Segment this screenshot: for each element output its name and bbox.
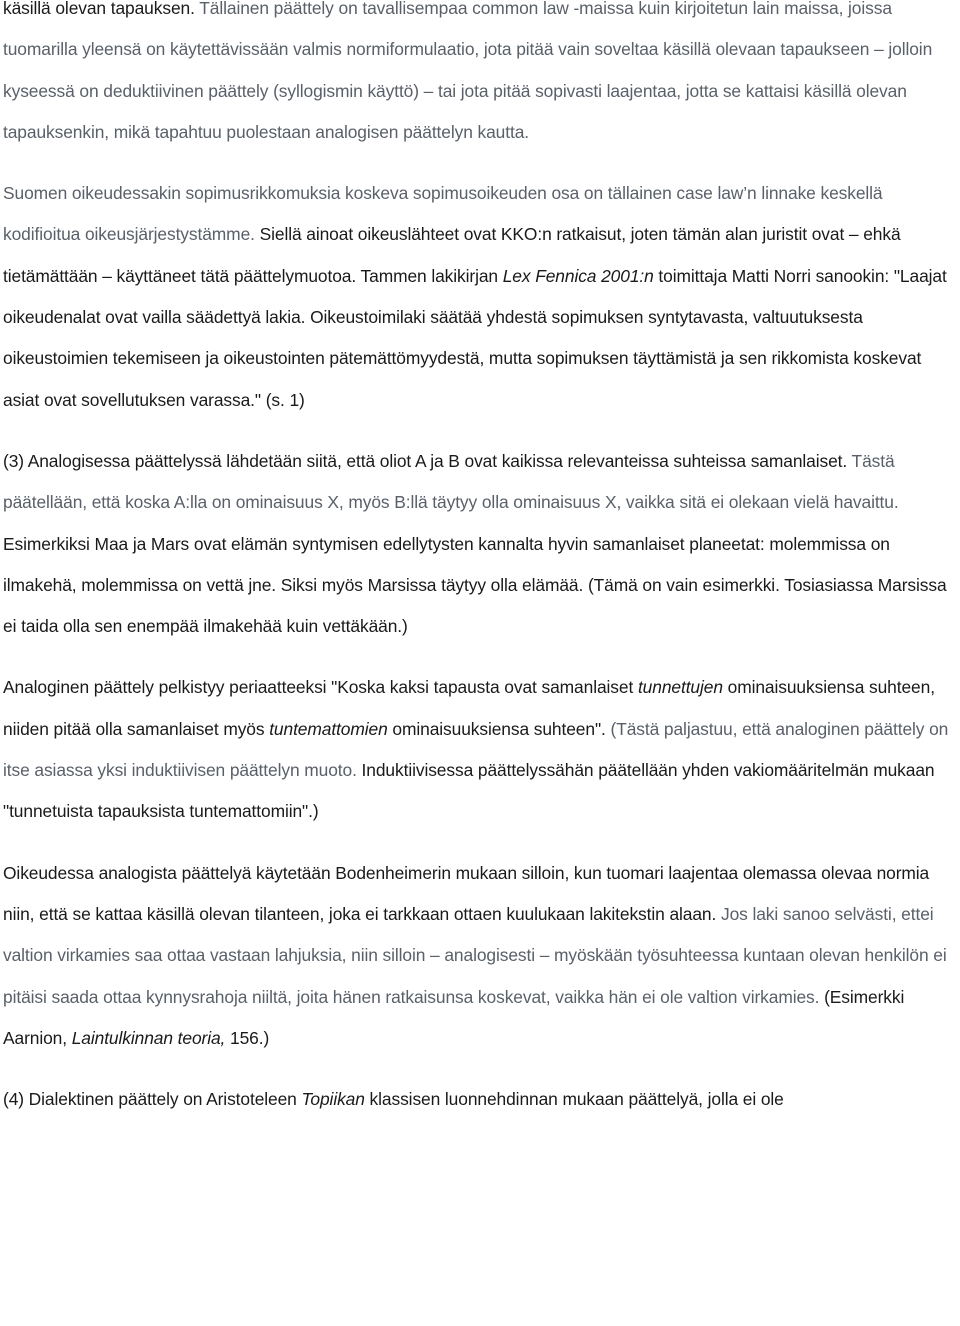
text-segment: Tammen lakikirjan — [360, 265, 503, 286]
paragraph-bodenheimer — [3, 853, 957, 1059]
text-segment: Tästä päätellään, että koska A:lla on ominaisuus X, myös B:llä täytyy olla ominaisuus X, vaikka sitä ei olekaan vielä havaittu. — [3, 450, 899, 513]
paragraph-gap — [3, 647, 957, 667]
text-segment: Tällainen päättely on tavallisempaa common law -maissa kuin kirjoitetun lain maissa, joissa tuomarilla yleensä on käytettävissään valmis normiformulaatio, jota pitää vain soveltaa käsillä olevaan tapaukseen – jolloin kyseessä on deduktiivinen päättely (syllogismin käyttö) – tai jota pitää sopivasti laajentaa, jotta se kattaisi käsillä olevan tapauksenkin, mikä tapahtuu puolestaan analogisen päättelyn kautta. — [3, 0, 933, 142]
text-segment: Induktiivisessa päättelyssähän päätellään yhden vakiomääritelmän mukaan "tunnetuista tapauksista tuntemattomiin".) — [3, 760, 935, 822]
paragraph-gap — [3, 153, 957, 173]
text-segment: (Esimerkki Aarnion, — [3, 986, 905, 1048]
text-segment: (3) Analogisessa päättelyssä lähdetään siitä, että oliot A ja B ovat kaikissa relevanteissa suhteissa samanlaiset. — [3, 450, 852, 471]
text-segment: ominaisuuksiensa suhteen". — [387, 718, 611, 739]
paragraph-common-law — [3, 0, 957, 153]
book-title: Lex Fennica 2001:n — [502, 265, 654, 286]
paragraph-gap — [3, 833, 957, 853]
text-segment: Esimerkiksi Maa ja Mars ovat elämän syntymisen edellytysten kannalta hyvin samanlaiset planeetat: molemmissa on ilmakehä, molemmissa on vettä jne. — [3, 533, 890, 595]
paragraph-case-law — [3, 173, 957, 421]
text-segment: Suomen oikeudessakin sopimusrikkomuksia koskeva sopimusoikeuden osa on tällainen case law’n linnake keskellä kodifioitua oikeusjärjestystämme. — [3, 183, 883, 245]
paragraph-gap — [3, 1059, 957, 1079]
text-segment: (4) Dialektinen päättely on Aristoteleen — [3, 1089, 302, 1110]
paragraph-analogy-3 — [3, 441, 957, 647]
paragraph-dialectic-4 — [3, 1079, 957, 1120]
book-title: Topiikan — [301, 1089, 365, 1110]
emphasis-unknown: tuntemattomien — [269, 718, 388, 739]
book-title: Laintulkinnan teoria, — [71, 1027, 226, 1048]
text-segment: ominaisuuksiensa suhteen, niiden pitää olla samanlaiset myös — [3, 677, 935, 739]
text-segment: 156.) — [225, 1027, 270, 1048]
text-segment: Tosiasiassa Marsissa ei taida olla sen enempää ilmakehää kuin vettäkään.) — [3, 574, 947, 637]
text-segment: käsillä olevan tapauksen. — [3, 0, 200, 18]
text-segment: toimittaja Matti Norri sanookin: "Laajat oikeudenalat ovat vailla säädettyä lakia. Oikeustoimilaki säätää yhdestä sopimuksen syntytavasta, valtuutuksesta oikeustoimien tekemiseen ja oikeustointen pätemättömyydestä, mutta sopimuksen täyttämistä ja sen rikkomista koskevat asiat ovat sovellutuksen varassa." (s. 1) — [3, 265, 947, 410]
text-segment: Siksi myös Marsissa täytyy olla elämää. (Tämä on vain esimerkki. — [280, 574, 785, 595]
text-segment: Jos laki sanoo selvästi, ettei valtion virkamies saa ottaa vastaan lahjuksia, niin silloin – analogisesti – myöskään työsuhteessa kuntaan olevan henkilön ei pitäisi saada ottaa kynnysrahoja niiltä, joita hänen ratkaisunsa koskevat, vaikka hän ei ole valtion virkamies. — [3, 903, 947, 1007]
paragraph-gap — [3, 421, 957, 441]
text-segment: Analoginen päättely pelkistyy periaatteeksi "Koska kaksi tapausta ovat samanlaiset — [3, 677, 638, 698]
text-segment: klassisen luonnehdinnan mukaan päättelyä, jolla ei ole — [364, 1089, 784, 1110]
text-segment: (Tästä paljastuu, että analoginen päättely on itse asiassa yksi induktiivisen päättelyn muoto. — [3, 718, 949, 781]
text-segment: Oikeudessa analogista päättelyä käytetään Bodenheimerin mukaan silloin, kun tuomari laajentaa olemassa olevaa normia niin, että se kattaa käsillä olevan tilanteen, joka ei tarkkaan ottaen kuulukaan lakitekstin alaan. — [3, 862, 930, 924]
document-page — [3, 0, 957, 1120]
emphasis-known: tunnettujen — [637, 677, 723, 698]
text-segment: Siellä ainoat oikeuslähteet ovat KKO:n ratkaisut, joten tämän alan juristit ovat – ehkä tietämättään – käyttäneet tätä päättelymuotoa. — [3, 224, 901, 286]
paragraph-analogy-principle — [3, 667, 957, 832]
